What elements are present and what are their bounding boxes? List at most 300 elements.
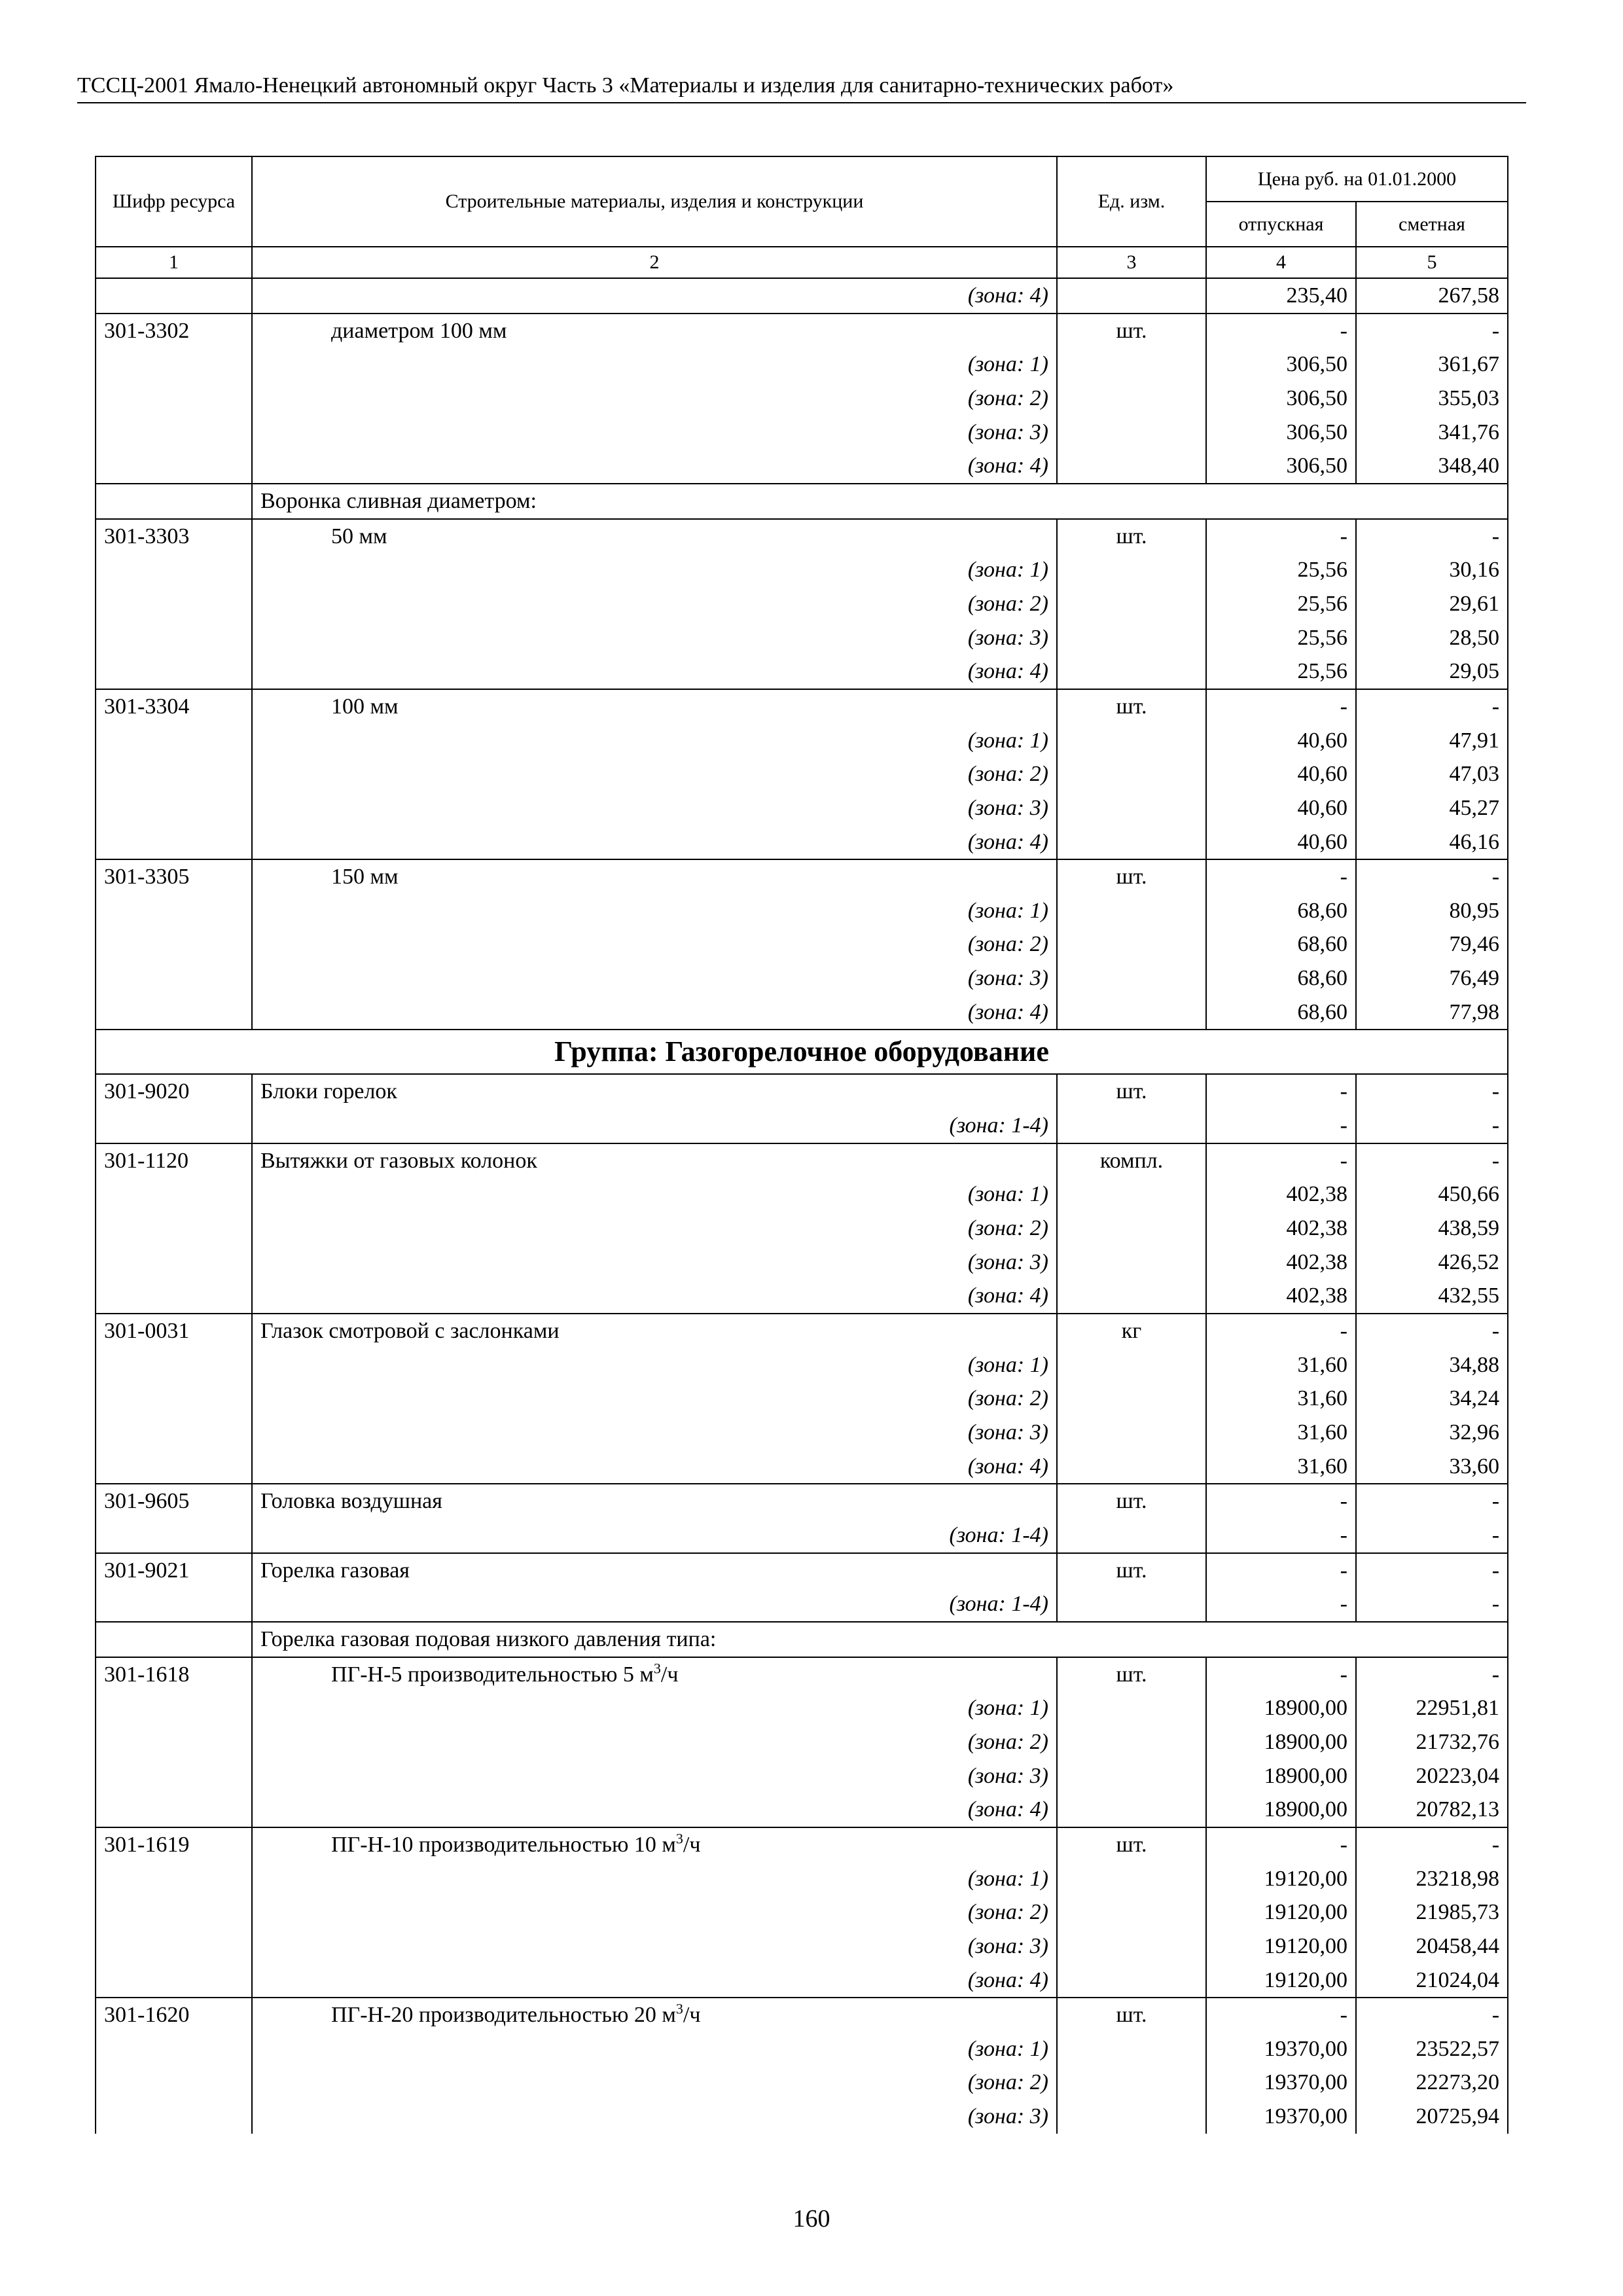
item-name-text: 50 мм xyxy=(331,524,387,548)
item-name xyxy=(252,519,1057,554)
zone-label: (зона: 2) xyxy=(252,382,1057,416)
unit-cell xyxy=(1057,278,1206,314)
unit-cell: шт. xyxy=(1057,1074,1206,1109)
release-price: - xyxy=(1206,519,1356,554)
resource-code-cell xyxy=(96,553,252,587)
resource-code-cell xyxy=(96,1929,252,1964)
unit-cell: шт. xyxy=(1057,314,1206,348)
zone-row xyxy=(96,1759,1508,1793)
zone-row xyxy=(96,1382,1508,1416)
unit-cell: шт. xyxy=(1057,859,1206,894)
release-price: 68,60 xyxy=(1206,927,1356,961)
zone-label: (зона: 1) xyxy=(252,894,1057,928)
item-name xyxy=(252,1143,1057,1178)
item-row xyxy=(96,1657,1508,1692)
zone-label: (зона: 3) xyxy=(252,791,1057,825)
estimate-price: 32,96 xyxy=(1356,1416,1508,1450)
release-price: 25,56 xyxy=(1206,553,1356,587)
release-price: 402,38 xyxy=(1206,1177,1356,1211)
unit-cell xyxy=(1057,894,1206,928)
item-name-text: ПГ-Н-10 производительностью 10 м xyxy=(331,1832,676,1857)
section-title: Воронка сливная диаметром: xyxy=(252,484,1508,519)
item-row xyxy=(96,314,1508,348)
zone-label: (зона: 1) xyxy=(252,348,1057,382)
release-price: 18900,00 xyxy=(1206,1793,1356,1827)
zone-label: (зона: 3) xyxy=(252,621,1057,655)
release-price: 19120,00 xyxy=(1206,1862,1356,1896)
resource-code-cell xyxy=(96,621,252,655)
release-price: 25,56 xyxy=(1206,655,1356,689)
release-price: 31,60 xyxy=(1206,1348,1356,1382)
unit-cell: шт. xyxy=(1057,519,1206,554)
estimate-price: - xyxy=(1356,1587,1508,1622)
estimate-price: 361,67 xyxy=(1356,348,1508,382)
unit-cell xyxy=(1057,553,1206,587)
item-name-text: Горелка газовая xyxy=(260,1558,410,1583)
zone-row xyxy=(96,825,1508,860)
zone-row xyxy=(96,1862,1508,1896)
estimate-price: - xyxy=(1356,1827,1508,1862)
estimate-price: 30,16 xyxy=(1356,553,1508,587)
estimate-price: 34,24 xyxy=(1356,1382,1508,1416)
estimate-price: 341,76 xyxy=(1356,416,1508,450)
item-name-text: ПГ-Н-5 производительностью 5 м xyxy=(331,1662,654,1687)
resource-code-cell xyxy=(96,449,252,484)
page-header: ТССЦ-2001 Ямало-Ненецкий автономный округ Часть 3 «Материалы и изделия для санитарно-технических работ» xyxy=(77,73,1526,103)
zone-row xyxy=(96,961,1508,996)
item-name xyxy=(252,1553,1057,1588)
zone-row xyxy=(96,553,1508,587)
resource-code: 301-9605 xyxy=(96,1484,252,1518)
zone-row xyxy=(96,1929,1508,1964)
resource-code-cell xyxy=(96,1246,252,1280)
group-heading-row xyxy=(96,1030,1508,1074)
zone-label: (зона: 1-4) xyxy=(252,1109,1057,1143)
column-number: 1 xyxy=(96,247,252,278)
unit-cell xyxy=(1057,1518,1206,1553)
resource-code: 301-3303 xyxy=(96,519,252,554)
estimate-price: 34,88 xyxy=(1356,1348,1508,1382)
resource-code: 301-9021 xyxy=(96,1553,252,1588)
item-name-suffix: /ч xyxy=(683,2003,701,2028)
estimate-price: 355,03 xyxy=(1356,382,1508,416)
release-price: 40,60 xyxy=(1206,757,1356,791)
item-row xyxy=(96,1074,1508,1109)
item-name-text: Глазок смотровой с заслонками xyxy=(260,1319,560,1344)
resource-code-cell xyxy=(96,1964,252,1998)
zone-row xyxy=(96,1518,1508,1553)
estimate-price: - xyxy=(1356,519,1508,554)
estimate-price: 28,50 xyxy=(1356,621,1508,655)
section-title: Горелка газовая подовая низкого давления типа: xyxy=(252,1622,1508,1657)
resource-code-cell xyxy=(96,1348,252,1382)
release-price: 18900,00 xyxy=(1206,1725,1356,1759)
estimate-price: 47,03 xyxy=(1356,757,1508,791)
zone-label: (зона: 4) xyxy=(252,825,1057,860)
resource-code-cell xyxy=(96,1518,252,1553)
zone-row xyxy=(96,1450,1508,1484)
zone-label: (зона: 4) xyxy=(252,1279,1057,1314)
resource-code-cell xyxy=(96,1177,252,1211)
item-name-suffix: /ч xyxy=(683,1832,701,1857)
zone-row xyxy=(96,1279,1508,1314)
release-price: 19120,00 xyxy=(1206,1895,1356,1929)
zone-label: (зона: 4) xyxy=(252,449,1057,484)
zone-label: (зона: 1) xyxy=(252,1862,1057,1896)
zone-label: (зона: 1-4) xyxy=(252,1518,1057,1553)
zone-row xyxy=(96,1725,1508,1759)
item-name xyxy=(252,1998,1057,2032)
estimate-price: - xyxy=(1356,1518,1508,1553)
unit-cell xyxy=(1057,1895,1206,1929)
resource-code-cell xyxy=(96,382,252,416)
estimate-price: - xyxy=(1356,1314,1508,1348)
unit-cell xyxy=(1057,791,1206,825)
estimate-price: - xyxy=(1356,314,1508,348)
zone-row xyxy=(96,927,1508,961)
unit-cell xyxy=(1057,757,1206,791)
item-row xyxy=(96,1553,1508,1588)
column-number: 2 xyxy=(252,247,1057,278)
unit-cell xyxy=(1057,1862,1206,1896)
item-name xyxy=(252,689,1057,724)
release-price: - xyxy=(1206,1553,1356,1588)
release-price: 19120,00 xyxy=(1206,1964,1356,1998)
item-name xyxy=(252,1074,1057,1109)
resource-code: 301-3304 xyxy=(96,689,252,724)
resource-code-cell xyxy=(96,278,252,314)
unit-cell: кг xyxy=(1057,1314,1206,1348)
estimate-price: 267,58 xyxy=(1356,278,1508,314)
release-price: - xyxy=(1206,1657,1356,1692)
resource-code-cell xyxy=(96,825,252,860)
unit-cell: шт. xyxy=(1057,1484,1206,1518)
column-number: 4 xyxy=(1206,247,1356,278)
zone-label: (зона: 3) xyxy=(252,1416,1057,1450)
release-price: 68,60 xyxy=(1206,996,1356,1030)
zone-label: (зона: 4) xyxy=(252,996,1057,1030)
unit-cell xyxy=(1057,2066,1206,2100)
unit-cell xyxy=(1057,724,1206,758)
unit-cell: шт. xyxy=(1057,689,1206,724)
unit-cell xyxy=(1057,1211,1206,1246)
zone-row xyxy=(96,348,1508,382)
column-header-name: Строительные материалы, изделия и конструкции xyxy=(252,156,1057,247)
resource-code-cell xyxy=(96,1759,252,1793)
unit-cell xyxy=(1057,348,1206,382)
unit-superscript: 3 xyxy=(653,1660,661,1677)
unit-cell xyxy=(1057,655,1206,689)
release-price: 306,50 xyxy=(1206,416,1356,450)
estimate-price: 29,05 xyxy=(1356,655,1508,689)
zone-label: (зона: 2) xyxy=(252,2066,1057,2100)
resource-code-cell xyxy=(96,724,252,758)
price-table xyxy=(95,156,1508,2134)
item-name-text: Блоки горелок xyxy=(260,1079,397,1104)
item-row xyxy=(96,1998,1508,2032)
resource-code-cell xyxy=(96,1587,252,1622)
estimate-price: 20458,44 xyxy=(1356,1929,1508,1964)
resource-code: 301-0031 xyxy=(96,1314,252,1348)
unit-cell xyxy=(1057,927,1206,961)
release-price: 402,38 xyxy=(1206,1279,1356,1314)
column-header-unit: Ед. изм. xyxy=(1057,156,1206,247)
group-heading: Группа: Газогорелочное оборудование xyxy=(96,1030,1508,1074)
unit-cell xyxy=(1057,449,1206,484)
item-name xyxy=(252,1314,1057,1348)
release-price: 31,60 xyxy=(1206,1416,1356,1450)
release-price: - xyxy=(1206,1074,1356,1109)
estimate-price: - xyxy=(1356,1109,1508,1143)
resource-code: 301-1620 xyxy=(96,1998,252,2032)
estimate-price: - xyxy=(1356,859,1508,894)
release-price: 402,38 xyxy=(1206,1246,1356,1280)
item-row xyxy=(96,1143,1508,1178)
zone-label: (зона: 4) xyxy=(252,1793,1057,1827)
estimate-price: 33,60 xyxy=(1356,1450,1508,1484)
estimate-price: 426,52 xyxy=(1356,1246,1508,1280)
column-header-release: отпускная xyxy=(1206,202,1356,247)
zone-label: (зона: 4) xyxy=(252,655,1057,689)
zone-label: (зона: 2) xyxy=(252,1211,1057,1246)
unit-cell xyxy=(1057,2032,1206,2066)
resource-code-cell xyxy=(96,927,252,961)
zone-label: (зона: 2) xyxy=(252,587,1057,621)
release-price: 68,60 xyxy=(1206,961,1356,996)
item-name xyxy=(252,1657,1057,1692)
item-name-text: диаметром 100 мм xyxy=(331,318,507,343)
unit-cell xyxy=(1057,382,1206,416)
release-price: 306,50 xyxy=(1206,348,1356,382)
estimate-price: - xyxy=(1356,689,1508,724)
resource-code: 301-9020 xyxy=(96,1074,252,1109)
estimate-price: 21024,04 xyxy=(1356,1964,1508,1998)
zone-row xyxy=(96,894,1508,928)
zone-row xyxy=(96,449,1508,484)
item-name-text: 150 мм xyxy=(331,865,399,889)
release-price: - xyxy=(1206,1998,1356,2032)
release-price: - xyxy=(1206,689,1356,724)
column-header-price: Цена руб. на 01.01.2000 xyxy=(1206,156,1508,202)
zone-row xyxy=(96,1109,1508,1143)
unit-cell xyxy=(1057,996,1206,1030)
zone-label: (зона: 4) xyxy=(252,1964,1057,1998)
release-price: 19370,00 xyxy=(1206,2032,1356,2066)
zone-row xyxy=(96,791,1508,825)
release-price: 402,38 xyxy=(1206,1211,1356,1246)
resource-code-cell xyxy=(96,757,252,791)
release-price: 306,50 xyxy=(1206,449,1356,484)
unit-cell: шт. xyxy=(1057,1827,1206,1862)
zone-row xyxy=(96,1348,1508,1382)
zone-label: (зона: 1) xyxy=(252,1691,1057,1725)
table-header-row xyxy=(96,156,1508,202)
zone-row xyxy=(96,1246,1508,1280)
resource-code-cell xyxy=(96,2066,252,2100)
estimate-price: 21732,76 xyxy=(1356,1725,1508,1759)
item-row xyxy=(96,859,1508,894)
zone-label: (зона: 2) xyxy=(252,1725,1057,1759)
zone-label: (зона: 2) xyxy=(252,927,1057,961)
column-number: 5 xyxy=(1356,247,1508,278)
release-price: 19370,00 xyxy=(1206,2066,1356,2100)
release-price: 40,60 xyxy=(1206,791,1356,825)
zone-label: (зона: 2) xyxy=(252,1382,1057,1416)
resource-code-cell xyxy=(96,1450,252,1484)
release-price: 68,60 xyxy=(1206,894,1356,928)
estimate-price: - xyxy=(1356,1657,1508,1692)
resource-code-cell xyxy=(96,1622,252,1657)
estimate-price: 47,91 xyxy=(1356,724,1508,758)
estimate-price: 432,55 xyxy=(1356,1279,1508,1314)
unit-cell xyxy=(1057,1929,1206,1964)
column-number-row xyxy=(96,247,1508,278)
release-price: 31,60 xyxy=(1206,1450,1356,1484)
estimate-price: - xyxy=(1356,1074,1508,1109)
column-header-code: Шифр ресурса xyxy=(96,156,252,247)
resource-code-cell xyxy=(96,1895,252,1929)
estimate-price: 76,49 xyxy=(1356,961,1508,996)
estimate-price: 20725,94 xyxy=(1356,2100,1508,2134)
unit-cell xyxy=(1057,1964,1206,1998)
resource-code-cell xyxy=(96,1382,252,1416)
zone-row xyxy=(96,757,1508,791)
release-price: 40,60 xyxy=(1206,825,1356,860)
release-price: - xyxy=(1206,1518,1356,1553)
unit-cell xyxy=(1057,587,1206,621)
zone-label: (зона: 2) xyxy=(252,757,1057,791)
release-price: - xyxy=(1206,1587,1356,1622)
estimate-price: 20223,04 xyxy=(1356,1759,1508,1793)
item-name xyxy=(252,314,1057,348)
price-table-body xyxy=(96,156,1508,2134)
release-price: - xyxy=(1206,1109,1356,1143)
section-title-row xyxy=(96,1622,1508,1657)
estimate-price: - xyxy=(1356,1484,1508,1518)
unit-cell: шт. xyxy=(1057,1998,1206,2032)
estimate-price: - xyxy=(1356,1553,1508,1588)
resource-code-cell xyxy=(96,1691,252,1725)
resource-code-cell xyxy=(96,2032,252,2066)
resource-code: 301-3305 xyxy=(96,859,252,894)
estimate-price: 80,95 xyxy=(1356,894,1508,928)
resource-code-cell xyxy=(96,1725,252,1759)
unit-cell xyxy=(1057,1450,1206,1484)
zone-row xyxy=(96,1691,1508,1725)
zone-row xyxy=(96,1587,1508,1622)
zone-label: (зона: 4) xyxy=(252,1450,1057,1484)
unit-cell xyxy=(1057,961,1206,996)
unit-cell xyxy=(1057,621,1206,655)
zone-row xyxy=(96,1416,1508,1450)
zone-row xyxy=(96,2066,1508,2100)
release-price: 235,40 xyxy=(1206,278,1356,314)
zone-row xyxy=(96,2032,1508,2066)
unit-cell xyxy=(1057,1109,1206,1143)
zone-row xyxy=(96,724,1508,758)
estimate-price: - xyxy=(1356,1143,1508,1178)
zone-label: (зона: 2) xyxy=(252,1895,1057,1929)
estimate-price: 23218,98 xyxy=(1356,1862,1508,1896)
estimate-price: 46,16 xyxy=(1356,825,1508,860)
unit-cell xyxy=(1057,825,1206,860)
unit-superscript: 3 xyxy=(675,1830,683,1847)
release-price: 25,56 xyxy=(1206,621,1356,655)
item-name-suffix: /ч xyxy=(660,1662,679,1687)
estimate-price: 438,59 xyxy=(1356,1211,1508,1246)
resource-code: 301-1619 xyxy=(96,1827,252,1862)
unit-cell xyxy=(1057,1382,1206,1416)
estimate-price: 29,61 xyxy=(1356,587,1508,621)
zone-label: (зона: 3) xyxy=(252,1929,1057,1964)
resource-code-cell xyxy=(96,655,252,689)
release-price: - xyxy=(1206,1143,1356,1178)
zone-label: (зона: 1) xyxy=(252,553,1057,587)
unit-cell xyxy=(1057,1279,1206,1314)
estimate-price: 22951,81 xyxy=(1356,1691,1508,1725)
unit-cell xyxy=(1057,1793,1206,1827)
release-price: - xyxy=(1206,859,1356,894)
item-name-text: 100 мм xyxy=(331,694,399,719)
unit-cell xyxy=(1057,1348,1206,1382)
zone-row xyxy=(96,655,1508,689)
zone-row xyxy=(96,587,1508,621)
resource-code: 301-1618 xyxy=(96,1657,252,1692)
estimate-price: 77,98 xyxy=(1356,996,1508,1030)
estimate-price: 450,66 xyxy=(1356,1177,1508,1211)
release-price: 40,60 xyxy=(1206,724,1356,758)
zone-row xyxy=(96,1177,1508,1211)
resource-code-cell xyxy=(96,996,252,1030)
item-row xyxy=(96,519,1508,554)
zone-row xyxy=(96,1895,1508,1929)
resource-code-cell xyxy=(96,961,252,996)
zone-label: (зона: 1) xyxy=(252,1177,1057,1211)
zone-row xyxy=(96,2100,1508,2134)
release-price: - xyxy=(1206,1484,1356,1518)
release-price: 25,56 xyxy=(1206,587,1356,621)
zone-label: (зона: 3) xyxy=(252,1759,1057,1793)
estimate-price: 79,46 xyxy=(1356,927,1508,961)
unit-cell xyxy=(1057,1177,1206,1211)
estimate-price: 348,40 xyxy=(1356,449,1508,484)
release-price: 18900,00 xyxy=(1206,1759,1356,1793)
zone-row xyxy=(96,1964,1508,1998)
zone-label: (зона: 1) xyxy=(252,724,1057,758)
item-name-text: ПГ-Н-20 производительностью 20 м xyxy=(331,2003,676,2028)
item-row xyxy=(96,1827,1508,1862)
zone-label: (зона: 4) xyxy=(252,278,1057,314)
resource-code-cell xyxy=(96,1279,252,1314)
resource-code-cell xyxy=(96,1862,252,1896)
item-row xyxy=(96,1484,1508,1518)
resource-code-cell xyxy=(96,2100,252,2134)
estimate-price: 45,27 xyxy=(1356,791,1508,825)
unit-cell xyxy=(1057,1691,1206,1725)
item-row xyxy=(96,1314,1508,1348)
zone-row xyxy=(96,382,1508,416)
column-number: 3 xyxy=(1057,247,1206,278)
estimate-price: - xyxy=(1356,1998,1508,2032)
resource-code-cell xyxy=(96,894,252,928)
release-price: 19370,00 xyxy=(1206,2100,1356,2134)
zone-row xyxy=(96,416,1508,450)
unit-cell xyxy=(1057,2100,1206,2134)
page-number: 160 xyxy=(793,2205,830,2233)
unit-cell: шт. xyxy=(1057,1657,1206,1692)
resource-code-cell xyxy=(96,791,252,825)
estimate-price: 23522,57 xyxy=(1356,2032,1508,2066)
